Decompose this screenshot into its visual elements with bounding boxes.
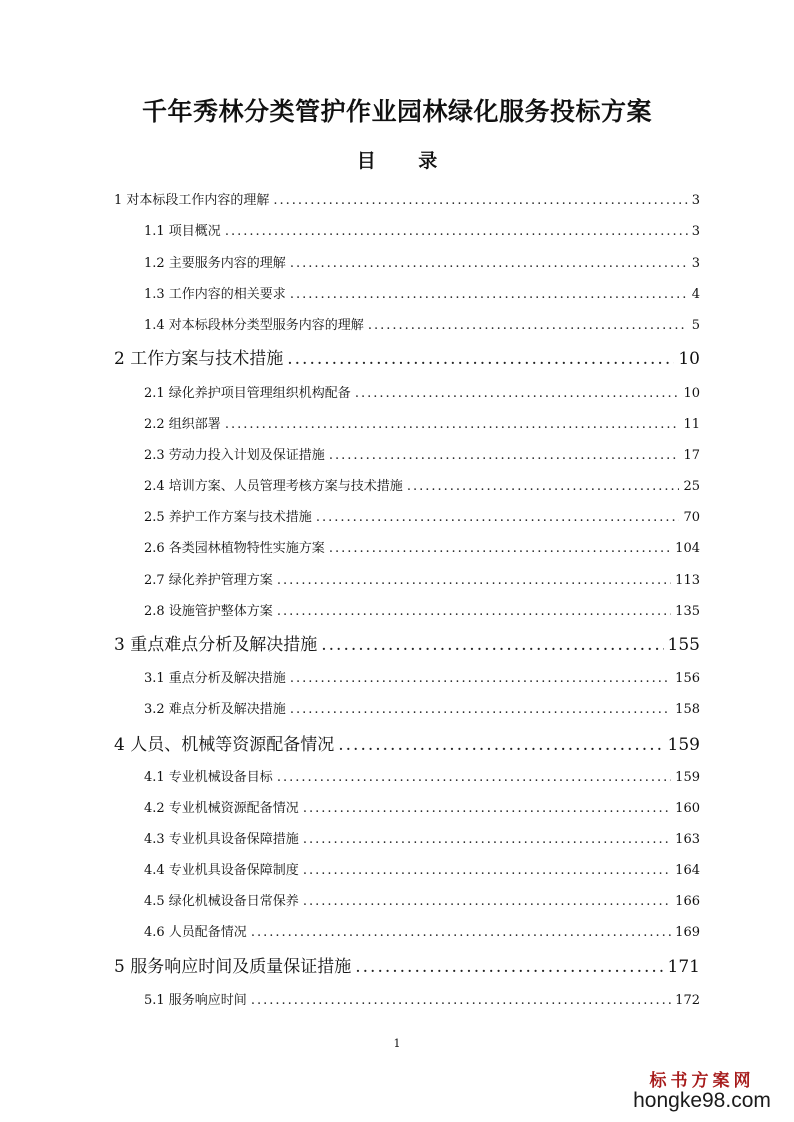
page-number: 1 xyxy=(393,1037,401,1050)
toc-entry-page: 160 xyxy=(675,801,700,816)
toc-entry-label: 4.1 专业机械设备目标 xyxy=(144,770,273,785)
toc-leader xyxy=(273,193,687,208)
toc-entry[interactable] xyxy=(144,252,700,271)
toc-leader xyxy=(303,894,671,909)
toc-entry-page: 3 xyxy=(691,256,700,271)
toc-entry-label: 3.2 难点分析及解决措施 xyxy=(144,702,286,717)
toc-leader xyxy=(277,770,671,785)
toc-entry[interactable] xyxy=(144,382,700,401)
toc-entry-page: 166 xyxy=(675,894,700,909)
toc-leader xyxy=(303,863,671,878)
toc-entry-label: 2.3 劳动力投入计划及保证措施 xyxy=(144,448,325,463)
toc-leader xyxy=(290,702,671,717)
toc-entry[interactable] xyxy=(144,283,700,302)
toc-entry[interactable] xyxy=(114,344,700,369)
toc-leader xyxy=(407,479,680,494)
toc-entry[interactable] xyxy=(144,413,700,432)
toc-entry-page: 159 xyxy=(675,770,700,785)
toc-entry[interactable] xyxy=(144,600,700,619)
toc-entry-page: 155 xyxy=(667,635,700,655)
toc-entry[interactable] xyxy=(144,828,700,847)
toc-entry-page: 169 xyxy=(675,925,700,940)
toc-leader xyxy=(316,510,680,525)
toc-entry-label: 2.4 培训方案、人员管理考核方案与技术措施 xyxy=(144,479,403,494)
toc-entry-label: 1 对本标段工作内容的理解 xyxy=(114,193,270,208)
toc-entry-label: 4 人员、机械等资源配备情况 xyxy=(114,735,335,755)
toc-leader xyxy=(251,925,671,940)
toc-leader xyxy=(329,448,680,463)
toc-entry[interactable] xyxy=(144,444,700,463)
watermark xyxy=(622,1066,782,1113)
toc-entry-page: 113 xyxy=(675,573,700,588)
toc-entry[interactable] xyxy=(144,859,700,878)
toc-leader xyxy=(303,801,671,816)
toc-entry-page: 158 xyxy=(675,702,700,717)
toc-entry[interactable] xyxy=(144,314,700,333)
toc-entry-label: 2.6 各类园林植物特性实施方案 xyxy=(144,541,325,556)
toc-leader xyxy=(303,832,671,847)
toc-leader xyxy=(290,256,688,271)
toc-entry-page: 3 xyxy=(691,193,700,208)
toc-entry-label: 3.1 重点分析及解决措施 xyxy=(144,671,286,686)
toc-entry[interactable] xyxy=(114,730,700,755)
toc-leader xyxy=(277,604,671,619)
toc-entry-page: 135 xyxy=(675,604,700,619)
toc-entry-label: 4.5 绿化机械设备日常保养 xyxy=(144,894,299,909)
toc-leader xyxy=(321,635,663,655)
toc-entry-label: 4.3 专业机具设备保障措施 xyxy=(144,832,299,847)
toc-entry[interactable] xyxy=(144,921,700,940)
toc-entry-label: 2.1 绿化养护项目管理组织机构配备 xyxy=(144,386,351,401)
watermark-cn-text: 标书方案网 xyxy=(649,1071,755,1091)
toc-leader xyxy=(355,957,663,977)
toc-entry-page: 10 xyxy=(678,349,700,369)
toc-entry-page: 164 xyxy=(675,863,700,878)
toc-entry[interactable] xyxy=(144,766,700,785)
toc-entry-page: 104 xyxy=(675,541,700,556)
toc-entry[interactable] xyxy=(144,667,700,686)
toc-entry[interactable] xyxy=(114,952,700,977)
toc-leader xyxy=(355,386,680,401)
toc-entry-label: 4.4 专业机具设备保障制度 xyxy=(144,863,299,878)
toc-entry-page: 171 xyxy=(667,957,700,977)
toc-leader xyxy=(225,417,680,432)
toc-entry[interactable] xyxy=(144,698,700,717)
toc-leader xyxy=(329,541,671,556)
toc-entry-label: 5.1 服务响应时间 xyxy=(144,993,247,1008)
toc-entry-page: 159 xyxy=(667,735,700,755)
toc-entry[interactable] xyxy=(144,537,700,556)
toc-entry-page: 3 xyxy=(691,224,700,239)
document-title: 千年秀林分类管护作业园林绿化服务投标方案 xyxy=(141,97,652,126)
toc-entry-page: 5 xyxy=(691,318,700,333)
toc-entry-page: 11 xyxy=(683,417,700,432)
toc-leader xyxy=(251,993,671,1008)
toc-entry-page: 163 xyxy=(675,832,700,847)
toc-entry-label: 1.3 工作内容的相关要求 xyxy=(144,287,286,302)
toc-entry-page: 4 xyxy=(691,287,700,302)
toc-entry-page: 25 xyxy=(683,479,700,494)
toc-leader xyxy=(338,735,663,755)
toc-entry-label: 1.4 对本标段林分类型服务内容的理解 xyxy=(144,318,364,333)
toc-leader xyxy=(290,671,671,686)
toc-entry-label: 5 服务响应时间及质量保证措施 xyxy=(114,957,352,977)
toc-entry-label: 2.7 绿化养护管理方案 xyxy=(144,573,273,588)
toc-entry-label: 1.1 项目概况 xyxy=(144,224,221,239)
toc-leader xyxy=(277,573,671,588)
watermark-url-text: hongke98.com xyxy=(633,1089,771,1112)
toc-entry-page: 17 xyxy=(683,448,700,463)
toc-entry[interactable] xyxy=(144,989,700,1008)
toc-entry-label: 3 重点难点分析及解决措施 xyxy=(114,635,318,655)
toc-entry[interactable] xyxy=(144,890,700,909)
toc-entry-label: 2.2 组织部署 xyxy=(144,417,221,432)
toc-entry-page: 10 xyxy=(683,386,700,401)
toc-entry[interactable] xyxy=(144,797,700,816)
toc-leader xyxy=(290,287,688,302)
toc-entry[interactable] xyxy=(144,220,700,239)
toc-entry[interactable] xyxy=(144,506,700,525)
toc-entry[interactable] xyxy=(114,189,700,208)
toc-entry-label: 4.2 专业机械资源配备情况 xyxy=(144,801,299,816)
toc-entry-page: 172 xyxy=(675,993,700,1008)
toc-leader xyxy=(287,349,674,369)
toc-heading: 目 录 xyxy=(356,150,456,172)
toc-entry-label: 2 工作方案与技术措施 xyxy=(114,349,284,369)
toc-entry-label: 2.5 养护工作方案与技术措施 xyxy=(144,510,312,525)
toc-entry-page: 70 xyxy=(683,510,700,525)
toc-leader xyxy=(368,318,688,333)
toc-entry-label: 4.6 人员配备情况 xyxy=(144,925,247,940)
toc-entry[interactable] xyxy=(144,475,700,494)
toc-entry-label: 1.2 主要服务内容的理解 xyxy=(144,256,286,271)
toc-entry-page: 156 xyxy=(675,671,700,686)
toc-entry-label: 2.8 设施管护整体方案 xyxy=(144,604,273,619)
toc-entry[interactable] xyxy=(114,630,700,655)
toc-leader xyxy=(225,224,688,239)
toc-entry[interactable] xyxy=(144,569,700,588)
